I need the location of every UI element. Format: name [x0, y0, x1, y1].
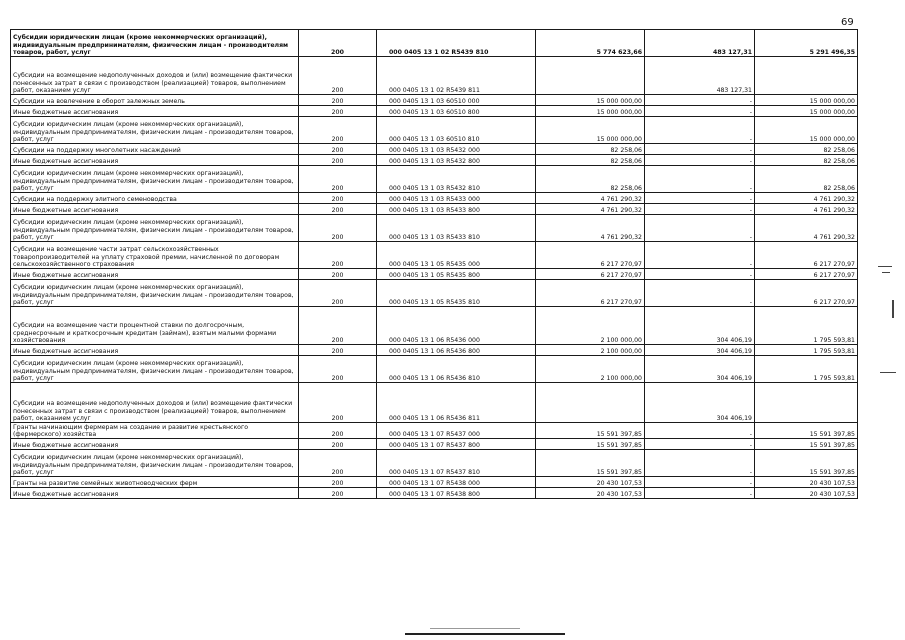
table-row — [11, 307, 858, 345]
row-code: 200 — [299, 117, 377, 144]
row-classification-code: 000 0405 13 1 03 R5433 810 — [377, 215, 536, 242]
row-classification-code: 000 0405 13 1 03 R5433 800 — [377, 204, 536, 215]
table-row — [11, 345, 858, 356]
row-name: Субсидии юридическим лицам (кроме некоммерческих организаций), индивидуальным предпринимателям, физическим лицам - производителям товаров, работ, услуг — [11, 117, 299, 144]
row-approved-amount: 4 761 290,32 — [536, 215, 645, 242]
row-classification-code: 000 0405 13 1 05 R5435 000 — [377, 242, 536, 269]
row-code: 200 — [299, 95, 377, 106]
row-name: Субсидии юридическим лицам (кроме некоммерческих организаций), индивидуальным предпринимателям, физическим лицам - производителям товаров, работ, услуг — [11, 166, 299, 193]
row-remainder-amount: 15 000 000,00 — [755, 117, 858, 144]
row-approved-amount: 15 000 000,00 — [536, 106, 645, 117]
row-code: 200 — [299, 477, 377, 488]
row-remainder-amount: 6 217 270,97 — [755, 269, 858, 280]
row-code: 200 — [299, 307, 377, 345]
row-name: Субсидии юридическим лицам (кроме некоммерческих организаций), индивидуальным предпринимателям, физическим лицам - производителям товаров, работ, услуг — [11, 215, 299, 242]
row-name: Субсидии на вовлечение в оборот залежных земель — [11, 95, 299, 106]
table-row — [11, 423, 858, 439]
row-classification-code: 000 0405 13 1 06 R5436 000 — [377, 307, 536, 345]
row-classification-code: 000 0405 13 1 03 R5432 810 — [377, 166, 536, 193]
table-row — [11, 30, 858, 57]
row-classification-code: 000 0405 13 1 07 R5438 000 — [377, 477, 536, 488]
scan-mark — [430, 628, 520, 629]
row-executed-amount: - — [645, 166, 755, 193]
row-remainder-amount: 15 591 397,85 — [755, 423, 858, 439]
table-row — [11, 269, 858, 280]
row-code: 200 — [299, 439, 377, 450]
table-row — [11, 117, 858, 144]
row-executed-amount: - — [645, 95, 755, 106]
row-approved-amount: 15 591 397,85 — [536, 450, 645, 477]
table-row — [11, 57, 858, 95]
row-executed-amount: 304 406,19 — [645, 345, 755, 356]
row-approved-amount: 6 217 270,97 — [536, 269, 645, 280]
row-code: 200 — [299, 193, 377, 204]
row-name: Иные бюджетные ассигнования — [11, 269, 299, 280]
row-code: 200 — [299, 155, 377, 166]
row-executed-amount: - — [645, 423, 755, 439]
row-executed-amount: - — [645, 215, 755, 242]
row-remainder-amount: 20 430 107,53 — [755, 477, 858, 488]
row-name: Иные бюджетные ассигнования — [11, 204, 299, 215]
row-remainder-amount: 1 795 593,81 — [755, 345, 858, 356]
row-executed-amount: 483 127,31 — [645, 30, 755, 57]
row-name: Субсидии на поддержку многолетних насаждений — [11, 144, 299, 155]
scan-mark — [880, 372, 896, 373]
row-executed-amount: 304 406,19 — [645, 383, 755, 423]
row-name: Субсидии на возмещение части затрат сельскохозяйственных товаропроизводителей на уплату страховой премии, начисленной по договорам сельскохозяйственного страхования — [11, 242, 299, 269]
row-approved-amount: 15 591 397,85 — [536, 423, 645, 439]
row-approved-amount: 2 100 000,00 — [536, 307, 645, 345]
row-code: 200 — [299, 144, 377, 155]
row-approved-amount: 5 774 623,66 — [536, 30, 645, 57]
table-row — [11, 280, 858, 307]
table-row — [11, 439, 858, 450]
table-row — [11, 155, 858, 166]
row-remainder-amount: 82 258,06 — [755, 166, 858, 193]
row-executed-amount: - — [645, 106, 755, 117]
scan-mark — [882, 272, 890, 273]
row-executed-amount: - — [645, 204, 755, 215]
table-row — [11, 488, 858, 499]
table-row — [11, 242, 858, 269]
row-name: Субсидии на возмещение недополученных доходов и (или) возмещение фактически понесенных затрат в связи с производством (реализацией) товаров, выполнением работ, оказанием услуг — [11, 57, 299, 95]
row-executed-amount: - — [645, 144, 755, 155]
row-name: Гранты начинающим фермерам на создание и развитие крестьянского (фермерского) хозяйства — [11, 423, 299, 439]
row-name: Субсидии юридическим лицам (кроме некоммерческих организаций), индивидуальным предпринимателям, физическим лицам - производителям товаров, работ, услуг — [11, 280, 299, 307]
row-approved-amount: 2 100 000,00 — [536, 356, 645, 383]
row-remainder-amount: 4 761 290,32 — [755, 215, 858, 242]
row-code: 200 — [299, 106, 377, 117]
row-approved-amount — [536, 57, 645, 95]
row-remainder-amount: 15 000 000,00 — [755, 95, 858, 106]
row-code: 200 — [299, 280, 377, 307]
row-executed-amount: - — [645, 242, 755, 269]
row-name: Иные бюджетные ассигнования — [11, 155, 299, 166]
row-executed-amount: - — [645, 193, 755, 204]
row-approved-amount: 15 000 000,00 — [536, 117, 645, 144]
budget-execution-table — [10, 29, 858, 499]
row-classification-code: 000 0405 13 1 07 R5437 800 — [377, 439, 536, 450]
row-classification-code: 000 0405 13 1 02 R5439 811 — [377, 57, 536, 95]
row-classification-code: 000 0405 13 1 05 R5435 800 — [377, 269, 536, 280]
row-approved-amount: 6 217 270,97 — [536, 280, 645, 307]
bottom-rule — [405, 633, 565, 635]
table-row — [11, 450, 858, 477]
table-row — [11, 166, 858, 193]
row-executed-amount: - — [645, 439, 755, 450]
scan-mark — [878, 266, 892, 267]
table-row — [11, 477, 858, 488]
row-code: 200 — [299, 423, 377, 439]
row-code: 200 — [299, 215, 377, 242]
row-name: Субсидии на возмещение недополученных доходов и (или) возмещение фактически понесенных затрат в связи с производством (реализацией) товаров, выполнением работ, оказанием услуг — [11, 383, 299, 423]
row-code: 200 — [299, 242, 377, 269]
row-code: 200 — [299, 356, 377, 383]
row-executed-amount: - — [645, 477, 755, 488]
row-remainder-amount: 6 217 270,97 — [755, 242, 858, 269]
row-name: Иные бюджетные ассигнования — [11, 345, 299, 356]
row-remainder-amount: 82 258,06 — [755, 144, 858, 155]
table-row — [11, 356, 858, 383]
table-row — [11, 144, 858, 155]
row-approved-amount: 82 258,06 — [536, 144, 645, 155]
row-remainder-amount: 6 217 270,97 — [755, 280, 858, 307]
row-classification-code: 000 0405 13 1 03 60510 000 — [377, 95, 536, 106]
row-name: Гранты на развитие семейных животноводческих ферм — [11, 477, 299, 488]
row-remainder-amount: 15 000 000,00 — [755, 106, 858, 117]
row-classification-code: 000 0405 13 1 06 R5436 800 — [377, 345, 536, 356]
row-approved-amount: 20 430 107,53 — [536, 477, 645, 488]
row-classification-code: 000 0405 13 1 06 R5436 811 — [377, 383, 536, 423]
row-classification-code: 000 0405 13 1 05 R5435 810 — [377, 280, 536, 307]
row-classification-code: 000 0405 13 1 03 R5432 000 — [377, 144, 536, 155]
row-executed-amount: - — [645, 450, 755, 477]
row-classification-code: 000 0405 13 1 06 R5436 810 — [377, 356, 536, 383]
table-row — [11, 193, 858, 204]
row-code: 200 — [299, 204, 377, 215]
row-code: 200 — [299, 383, 377, 423]
row-code: 200 — [299, 269, 377, 280]
row-approved-amount: 82 258,06 — [536, 155, 645, 166]
row-classification-code: 000 0405 13 1 03 R5433 000 — [377, 193, 536, 204]
table-row — [11, 204, 858, 215]
row-classification-code: 000 0405 13 1 02 R5439 810 — [377, 30, 536, 57]
row-approved-amount: 2 100 000,00 — [536, 345, 645, 356]
row-code: 200 — [299, 30, 377, 57]
row-approved-amount: 4 761 290,32 — [536, 193, 645, 204]
row-approved-amount: 20 430 107,53 — [536, 488, 645, 499]
row-classification-code: 000 0405 13 1 07 R5437 000 — [377, 423, 536, 439]
row-remainder-amount: 20 430 107,53 — [755, 488, 858, 499]
row-approved-amount: 82 258,06 — [536, 166, 645, 193]
row-code: 200 — [299, 450, 377, 477]
row-classification-code: 000 0405 13 1 03 60510 800 — [377, 106, 536, 117]
row-executed-amount: - — [645, 488, 755, 499]
row-approved-amount: 6 217 270,97 — [536, 242, 645, 269]
row-remainder-amount: 1 795 593,81 — [755, 356, 858, 383]
row-classification-code: 000 0405 13 1 03 60510 810 — [377, 117, 536, 144]
row-remainder-amount: 82 258,06 — [755, 155, 858, 166]
row-classification-code: 000 0405 13 1 07 R5438 800 — [377, 488, 536, 499]
table-row — [11, 106, 858, 117]
row-name: Субсидии юридическим лицам (кроме некоммерческих организаций), индивидуальным предпринимателям, физическим лицам - производителям товаров, работ, услуг — [11, 450, 299, 477]
row-executed-amount: - — [645, 269, 755, 280]
row-remainder-amount: 4 761 290,32 — [755, 193, 858, 204]
row-name: Субсидии на возмещение части процентной ставки по долгосрочным, среднесрочным и краткосрочным кредитам (займам), взятым малыми формами хозяйствования — [11, 307, 299, 345]
row-remainder-amount: 15 591 397,85 — [755, 439, 858, 450]
row-name: Субсидии на поддержку элитного семеноводства — [11, 193, 299, 204]
row-code: 200 — [299, 488, 377, 499]
row-name: Иные бюджетные ассигнования — [11, 439, 299, 450]
row-code: 200 — [299, 345, 377, 356]
row-executed-amount: 304 406,19 — [645, 356, 755, 383]
row-approved-amount: 15 591 397,85 — [536, 439, 645, 450]
page-number: 69 — [841, 17, 854, 28]
row-remainder-amount — [755, 383, 858, 423]
table-row — [11, 383, 858, 423]
row-classification-code: 000 0405 13 1 03 R5432 800 — [377, 155, 536, 166]
row-executed-amount: 304 406,19 — [645, 307, 755, 345]
row-classification-code: 000 0405 13 1 07 R5437 810 — [377, 450, 536, 477]
row-name: Иные бюджетные ассигнования — [11, 488, 299, 499]
row-remainder-amount: 15 591 397,85 — [755, 450, 858, 477]
row-remainder-amount: 5 291 496,35 — [755, 30, 858, 57]
row-code: 200 — [299, 166, 377, 193]
table-row — [11, 215, 858, 242]
row-name: Иные бюджетные ассигнования — [11, 106, 299, 117]
row-remainder-amount — [755, 57, 858, 95]
row-approved-amount — [536, 383, 645, 423]
scan-mark — [892, 300, 894, 318]
row-remainder-amount: 4 761 290,32 — [755, 204, 858, 215]
row-executed-amount: - — [645, 117, 755, 144]
row-approved-amount: 15 000 000,00 — [536, 95, 645, 106]
row-name: Субсидии юридическим лицам (кроме некоммерческих организаций), индивидуальным предпринимателям, физическим лицам - производителям товаров, работ, услуг — [11, 30, 299, 57]
row-code: 200 — [299, 57, 377, 95]
row-remainder-amount: 1 795 593,81 — [755, 307, 858, 345]
row-executed-amount: 483 127,31 — [645, 57, 755, 95]
row-name: Субсидии юридическим лицам (кроме некоммерческих организаций), индивидуальным предпринимателям, физическим лицам - производителям товаров, работ, услуг — [11, 356, 299, 383]
row-approved-amount: 4 761 290,32 — [536, 204, 645, 215]
row-executed-amount: - — [645, 280, 755, 307]
table-row — [11, 95, 858, 106]
row-executed-amount: - — [645, 155, 755, 166]
